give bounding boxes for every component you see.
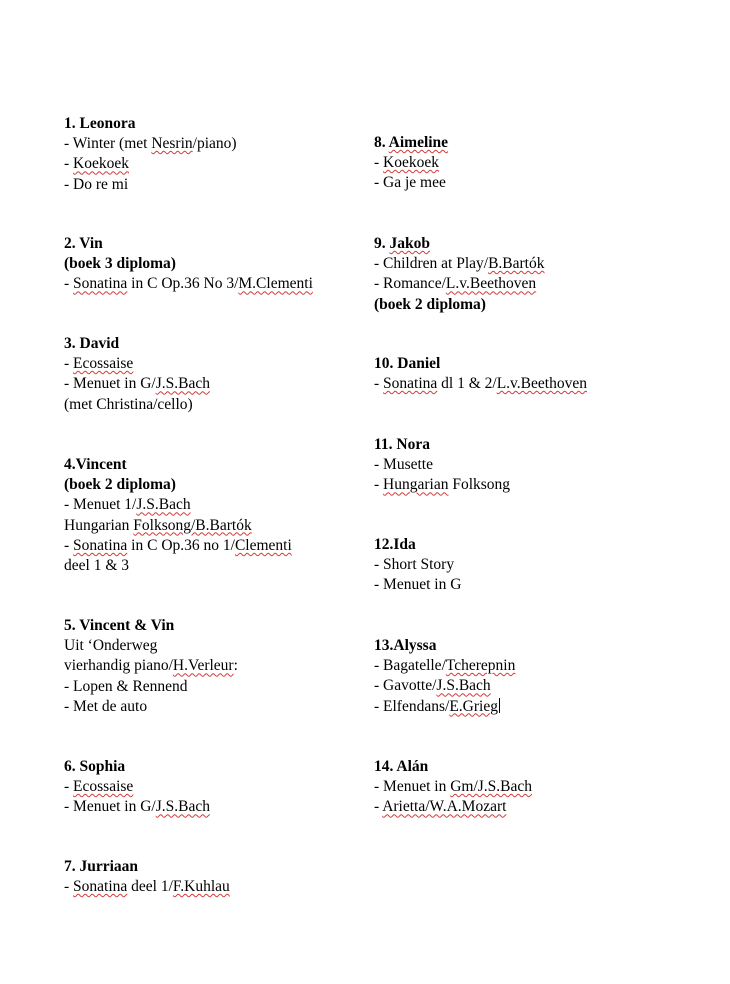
piece-line: - Menuet in G/J.S.Bach	[64, 375, 210, 393]
entry-title: 5. Vincent & Vin	[64, 617, 175, 634]
entry-title: 3. David	[64, 335, 120, 352]
piece-line: - Menuet 1/J.S.Bach	[64, 496, 191, 514]
piece-line: - Menuet in G	[374, 576, 462, 594]
entry-13	[374, 636, 515, 717]
piece-line: - Musette	[374, 456, 433, 474]
entry-10	[374, 354, 587, 394]
entry-title: 14. Alán	[374, 758, 429, 775]
piece-line: - Koekoek	[64, 155, 129, 173]
piece-line: vierhandig piano/H.Verleur:	[64, 657, 238, 675]
entry-8	[374, 133, 448, 194]
entry-title: 7. Jurriaan	[64, 858, 139, 875]
piece-line: - Short Story	[374, 556, 455, 574]
piece-line: Hungarian Folksong/B.Bartók	[64, 516, 252, 534]
piece-line: - Ecossaise	[64, 355, 134, 373]
piece-line: Uit ‘Onderweg	[64, 637, 158, 655]
entry-title: 4.Vincent	[64, 456, 127, 473]
diploma-note: (boek 2 diploma)	[64, 476, 176, 494]
entry-title: 12.Ida	[374, 536, 416, 553]
piece-line: - Sonatina dl 1 & 2/L.v.Beethoven	[374, 375, 587, 393]
piece-line: - Menuet in Gm/J.S.Bach	[374, 778, 533, 796]
piece-line: (met Christina/cello)	[64, 395, 193, 413]
entry-title: 10. Daniel	[374, 355, 441, 372]
entry-5	[64, 616, 238, 717]
piece-line: - Elfendans/E.Grieg	[374, 697, 498, 715]
piece-line: - Hungarian Folksong	[374, 476, 511, 494]
piece-line: - Romance/L.v.Beethoven	[374, 275, 537, 293]
entry-title: 11. Nora	[374, 436, 430, 453]
piece-line: deel 1 & 3	[64, 557, 129, 575]
piece-line: - Gavotte/J.S.Bach	[374, 677, 491, 695]
piece-line: - Winter (met Nesrin/piano)	[64, 135, 237, 153]
piece-line: - Sonatina deel 1/F.Kuhlau	[64, 878, 230, 896]
entry-4	[64, 455, 292, 576]
piece-line: - Sonatina in C Op.36 no 1/Clementi	[64, 536, 292, 554]
diploma-note: (boek 2 diploma)	[374, 295, 486, 313]
piece-line: - Arietta/W.A.Mozart	[374, 798, 507, 816]
piece-line: - Do re mi	[64, 175, 129, 193]
piece-line: - Bagatelle/Tcherepnin	[374, 657, 516, 675]
entry-title: 8. Aimeline	[374, 134, 449, 151]
entry-12	[374, 535, 461, 596]
text-cursor	[499, 698, 500, 713]
entry-1	[64, 114, 237, 195]
piece-line: - Children at Play/B.Bartók	[374, 255, 545, 273]
piece-line: - Sonatina in C Op.36 No 3/M.Clementi	[64, 275, 313, 293]
entry-title: 1. Leonora	[64, 115, 136, 132]
entry-title: 9. Jakob	[374, 235, 430, 252]
entry-title: 2. Vin	[64, 235, 103, 252]
entry-title: 6. Sophia	[64, 758, 126, 775]
entry-14	[374, 757, 532, 818]
piece-line: - Ga je mee	[374, 174, 446, 192]
entry-title: 13.Alyssa	[374, 637, 437, 654]
diploma-note: (boek 3 diploma)	[64, 255, 176, 273]
entry-6	[64, 757, 210, 818]
piece-line: - Koekoek	[374, 154, 439, 172]
piece-line: - Ecossaise	[64, 778, 134, 796]
entry-3	[64, 334, 210, 415]
piece-line: - Lopen & Rennend	[64, 677, 188, 695]
entry-11	[374, 435, 510, 496]
piece-line: - Met de auto	[64, 697, 148, 715]
entry-7	[64, 857, 230, 897]
entry-2	[64, 234, 313, 295]
entry-9	[374, 234, 544, 315]
piece-line: - Menuet in G/J.S.Bach	[64, 798, 210, 816]
